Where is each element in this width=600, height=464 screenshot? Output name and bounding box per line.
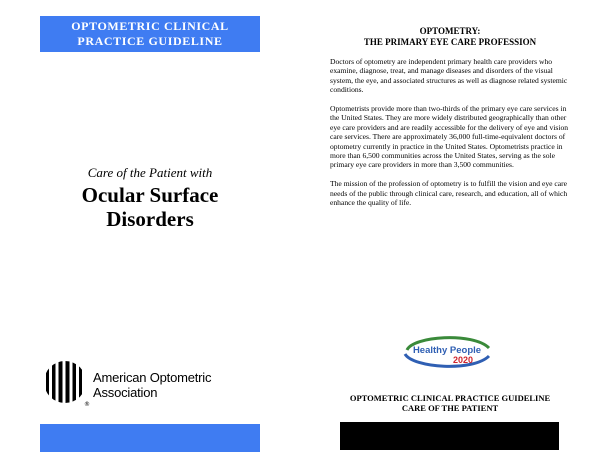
logo-text-top: Healthy People xyxy=(412,345,482,356)
cover-title-line-1: Ocular Surface xyxy=(81,183,219,207)
cover-title xyxy=(0,183,300,231)
publisher-name: American Optometric Association xyxy=(93,370,212,400)
banner-line-2: PRACTICE GUIDELINE xyxy=(77,34,223,48)
healthy-people-logo xyxy=(403,334,491,370)
banner-line-1: OPTOMETRIC CLINICAL xyxy=(71,19,229,33)
profession-heading-line-2: THE PRIMARY EYE CARE PROFESSION xyxy=(363,37,537,47)
registered-mark: ® xyxy=(84,401,90,408)
paragraph: Optometrists provide more than two-thirds of the primary eye care services in the United States. They are more widely distributed geographically than other eye care providers and are readily accessible for the delivery of eye and vision care services. There are approximately 36,000 full-time-equivalent doctors of optometry currently in practice in the United States. Optometrists practice in more than 6,500 communities across the United States, serving as the sole primary eye care providers in more than 3,500 communities. xyxy=(330,104,569,170)
guideline-banner xyxy=(40,16,260,52)
profession-heading xyxy=(320,26,580,48)
inside-footer-line-2: CARE OF THE PATIENT xyxy=(401,403,499,413)
inside-footer-line-1: OPTOMETRIC CLINICAL PRACTICE GUIDELINE xyxy=(349,393,551,403)
inside-footer xyxy=(320,393,580,413)
profession-heading-line-1: OPTOMETRY: xyxy=(419,26,481,36)
inside-bottom-bar xyxy=(340,422,559,450)
inside-page xyxy=(300,0,600,464)
cover-title-line-2: Disorders xyxy=(106,207,194,231)
logo-text-year: 2020 xyxy=(452,355,474,365)
paragraph: Doctors of optometry are independent primary health care providers who examine, diagnose, treat, and manage diseases and disorders of the visual system, the eye, and associated structures as well as diagnose related systemic conditions. xyxy=(330,57,568,95)
aoa-emblem-icon xyxy=(43,358,91,408)
cover-bottom-bar xyxy=(40,424,260,452)
paragraph: The mission of the profession of optometry is to fulfill the vision and eye care needs of the public through clinical care, research, and education, all of which enhance the quality of life. xyxy=(330,179,568,208)
aoa-logo xyxy=(43,358,273,408)
profession-body xyxy=(330,57,577,217)
cover-subtitle: Care of the Patient with xyxy=(87,165,213,180)
